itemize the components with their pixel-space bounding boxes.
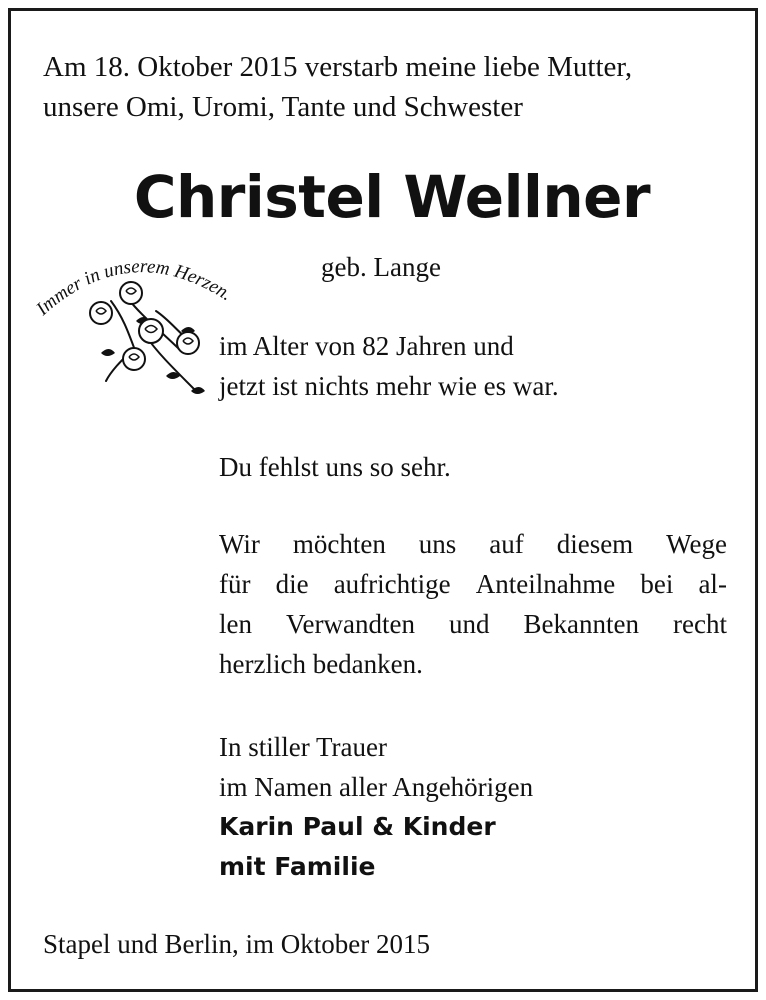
thanks-line-1 bbox=[219, 524, 727, 564]
birth-name: geb. Lange bbox=[321, 252, 441, 282]
word: Anteilnahme bbox=[475, 569, 616, 599]
word: auf bbox=[489, 529, 524, 559]
age-line-2: jetzt ist nichts mehr wie es war. bbox=[219, 371, 559, 401]
closing-line-2: im Namen aller Angehörigen bbox=[219, 772, 534, 802]
thanks-line-4: herzlich bedanken. bbox=[219, 649, 423, 679]
word: möchten bbox=[292, 529, 386, 559]
word: uns bbox=[418, 529, 457, 559]
miss-line: Du fehlst uns so sehr. bbox=[219, 452, 451, 482]
word: und bbox=[448, 609, 490, 639]
word: für bbox=[219, 569, 251, 599]
word: Bekannten bbox=[523, 609, 639, 639]
word: Wir bbox=[219, 529, 260, 559]
word: diesem bbox=[556, 529, 634, 559]
miss-paragraph bbox=[219, 447, 739, 487]
age-paragraph bbox=[219, 326, 739, 406]
intro-line-1: Am 18. Oktober 2015 verstarb meine liebe Mutter, bbox=[43, 51, 633, 83]
obituary-frame bbox=[8, 8, 758, 992]
closing-line-1: In stiller Trauer bbox=[219, 732, 387, 762]
place-date: Stapel und Berlin, im Oktober 2015 bbox=[43, 929, 430, 959]
word: die bbox=[275, 569, 309, 599]
emblem-motto-path: Immer in unserem Herzen. bbox=[32, 256, 236, 320]
thanks-line-3 bbox=[219, 604, 727, 644]
deceased-name: Christel Wellner bbox=[133, 163, 651, 231]
age-line-1: im Alter von 82 Jahren und bbox=[219, 331, 514, 361]
intro-line-2: unsere Omi, Uromi, Tante und Schwester bbox=[43, 91, 523, 123]
word: recht bbox=[672, 609, 727, 639]
closing-block bbox=[219, 727, 739, 887]
word: Verwandten bbox=[286, 609, 415, 639]
word: bei bbox=[640, 569, 674, 599]
word: al- bbox=[698, 569, 727, 599]
intro-text bbox=[43, 47, 743, 127]
word: Wege bbox=[666, 529, 727, 559]
word: aufrichtige bbox=[333, 569, 451, 599]
word: len bbox=[219, 609, 252, 639]
thanks-paragraph bbox=[219, 524, 739, 684]
thanks-line-2 bbox=[219, 564, 727, 604]
signature-line-1: Karin Paul & Kinder bbox=[219, 812, 496, 841]
signature-line-2: mit Familie bbox=[219, 852, 376, 881]
